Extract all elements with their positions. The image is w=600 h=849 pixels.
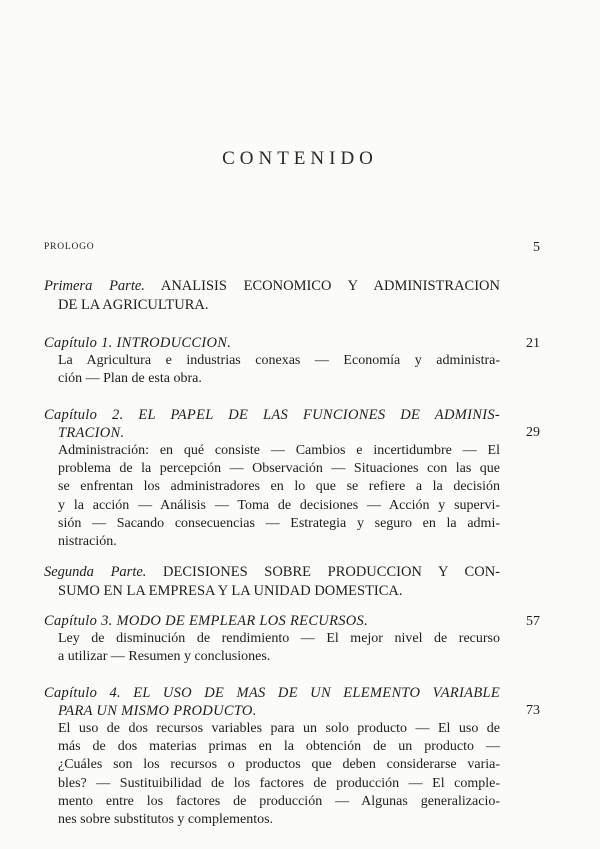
page-title: CONTENIDO [222,148,378,169]
chapter-description [44,720,500,829]
description-line: sión — Sacando consecuencias — Estrategia y seguro en la admi- [58,515,500,531]
part-lead: Segunda Parte. [44,564,147,580]
chapter-heading [44,334,500,352]
chapter-description [44,442,500,551]
chapter-heading-line: Capítulo 1. INTRODUCCION. [44,335,232,351]
chapter-heading [44,406,500,442]
part-title-line: ANALISIS ECONOMICO Y ADMINISTRACION [160,278,500,294]
chapter-heading [44,612,500,630]
description-line: a utilizar — Resumen y conclusiones. [58,649,271,665]
toc-entry-label: PROLOGO [44,242,95,252]
chapter-description [44,352,500,388]
part-heading-2 [44,563,500,601]
chapter-heading-line: TRACION. [58,425,125,441]
chapter-heading [44,684,500,720]
chapter-heading-line: Capítulo 4. EL USO DE MAS DE UN ELEMENTO VARIABLE [44,685,500,701]
description-line: nistración. [58,534,117,550]
description-line: bles? — Sustituibilidad de los factores de producción — El comple- [58,775,500,791]
chapter-heading-line: Capítulo 3. MODO DE EMPLEAR LOS RECURSOS. [44,613,369,629]
toc-page-number: 73 [526,703,540,718]
part-title-line: DE LA AGRICULTURA. [58,297,209,313]
description-line: Ley de disminución de rendimiento — El mejor nivel de recurso [58,631,500,646]
part-heading-1 [44,277,500,315]
description-line: se enfrentan los administradores en lo que se refiere a la decisión [58,479,500,495]
part-title-line: DECISIONES SOBRE PRODUCCION Y CON- [163,564,500,580]
toc-page-number: 29 [526,425,540,440]
toc-page-number: 57 [526,614,540,629]
toc-entry-chapter-3 [44,612,540,666]
description-line: ¿Cuáles son los recursos o productos que deben considerarse varia- [58,757,500,773]
description-line: El uso de dos recursos variables para un solo producto — El uso de [58,721,500,736]
part-lead: Primera Parte. [44,278,145,294]
description-line: Administración: en qué consiste — Cambios e incertidumbre — El [58,443,500,458]
toc-entry-prologo [44,240,540,260]
chapter-heading-line: PARA UN MISMO PRODUCTO. [58,703,257,719]
toc-entry-chapter-2 [44,406,540,551]
description-line: más de dos materias primas en la obtención de un producto — [58,739,500,755]
description-line: y la acción — Análisis — Toma de decisiones — Acción y supervi- [58,497,500,513]
description-line: nes sobre substitutos y complementos. [58,812,274,828]
description-line: problema de la percepción — Observación — Situaciones con las que [58,461,500,477]
toc-entry-chapter-4 [44,684,540,829]
toc-entry-chapter-1 [44,334,540,388]
toc-page-number: 5 [533,240,540,255]
description-line: mento entre los factores de producción — Algunas generalizacio- [58,793,500,809]
part-title-line: SUMO EN LA EMPRESA Y LA UNIDAD DOMESTICA. [58,583,403,599]
chapter-description [44,630,500,666]
description-line: La Agricultura e industrias conexas — Economía y administra- [58,353,500,368]
description-line: ción — Plan de esta obra. [58,371,202,387]
toc-page-number: 21 [526,336,540,351]
chapter-heading-line: Capítulo 2. EL PAPEL DE LAS FUNCIONES DE ADMINIS- [44,407,500,423]
